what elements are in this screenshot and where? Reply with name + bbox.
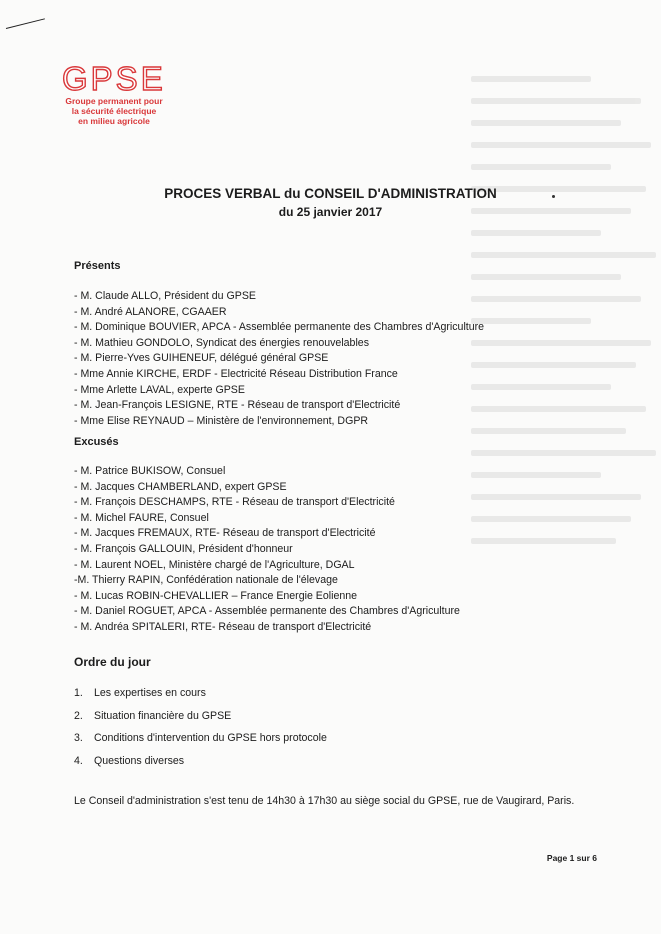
absentee: - M. Lucas ROBIN-CHEVALLIER – France Energie Eolienne	[74, 589, 358, 602]
attendee: - M. Pierre-Yves GUIHENEUF, délégué général GPSE	[74, 352, 329, 365]
agenda-heading: Ordre du jour	[74, 655, 151, 669]
agenda-text: Les expertises en cours	[94, 687, 206, 699]
agenda-item	[74, 755, 327, 778]
absentee: - M. Daniel ROGUET, APCA - Assemblée permanente des Chambres d'Agriculture	[74, 605, 460, 618]
excuses-heading: Excusés	[74, 436, 119, 448]
absentee: - M. Andréa SPITALERI, RTE- Réseau de transport d'Electricité	[74, 620, 372, 633]
logo-subtitle-line: Groupe permanent pour	[65, 96, 163, 106]
presents-list	[74, 289, 484, 429]
absentee: - M. François DESCHAMPS, RTE - Réseau de transport d'Electricité	[74, 496, 395, 509]
absentee: - M. Jacques CHAMBERLAND, expert GPSE	[74, 480, 287, 493]
pen-mark	[6, 18, 45, 29]
excuses-list	[74, 464, 460, 636]
agenda-number: 2.	[74, 709, 83, 722]
attendee: - Mme Annie KIRCHE, ERDF - Electricité Réseau Distribution France	[74, 367, 398, 380]
agenda-number: 4.	[74, 754, 83, 767]
document-title: PROCES VERBAL du CONSEIL D'ADMINISTRATION	[164, 186, 497, 201]
agenda-list	[74, 687, 327, 777]
attendee: - Mme Arlette LAVAL, experte GPSE	[74, 383, 245, 396]
logo-subtitle-line: la sécurité électrique	[71, 106, 157, 116]
agenda-item	[74, 710, 327, 733]
logo-subtitle-line: en milieu agricole	[78, 116, 150, 126]
attendee: - M. Dominique BOUVIER, APCA - Assemblée permanente des Chambres d'Agriculture	[74, 321, 485, 334]
agenda-number: 1.	[74, 687, 83, 699]
gpse-logo	[62, 62, 182, 126]
attendee: - M. André ALANORE, CGAAER	[74, 305, 227, 318]
absentee: - M. Patrice BUKISOW, Consuel	[74, 465, 226, 477]
document-date: du 25 janvier 2017	[278, 205, 383, 219]
attendee: - M. Jean-François LESIGNE, RTE - Réseau de transport d'Electricité	[74, 399, 401, 412]
closing-statement: Le Conseil d'administration s'est tenu de 14h30 à 17h30 au siège social du GPSE, rue de Vaugirard, Paris.	[74, 795, 575, 807]
attendee: - M. Mathieu GONDOLO, Syndicat des énergies renouvelables	[74, 336, 369, 349]
agenda-text: Conditions d'intervention du GPSE hors protocole	[94, 732, 327, 744]
page-number: Page 1 sur 6	[546, 853, 597, 863]
agenda-number: 3.	[74, 732, 83, 744]
absentee: - M. Jacques FREMAUX, RTE- Réseau de transport d'Electricité	[74, 527, 376, 540]
presents-heading: Présents	[74, 260, 121, 272]
absentee: -M. Thierry RAPIN, Confédération nationale de l'élevage	[74, 574, 338, 587]
logo-subtitle	[64, 96, 164, 126]
absentee: - M. Laurent NOEL, Ministère chargé de l'Agriculture, DGAL	[74, 558, 355, 571]
absentee: - M. Michel FAURE, Consuel	[74, 511, 209, 524]
attendee: - Mme Elise REYNAUD – Ministère de l'environnement, DGPR	[74, 414, 369, 427]
agenda-text: Situation financière du GPSE	[94, 709, 232, 722]
attendee: - M. Claude ALLO, Président du GPSE	[74, 290, 256, 302]
bleed-through-text	[471, 60, 661, 620]
absentee: - M. François GALLOUIN, Président d'honneur	[74, 542, 293, 555]
logo-wordmark: GPSE	[62, 60, 166, 97]
agenda-item	[74, 732, 327, 755]
agenda-text: Questions diverses	[94, 754, 185, 767]
agenda-item	[74, 687, 327, 710]
